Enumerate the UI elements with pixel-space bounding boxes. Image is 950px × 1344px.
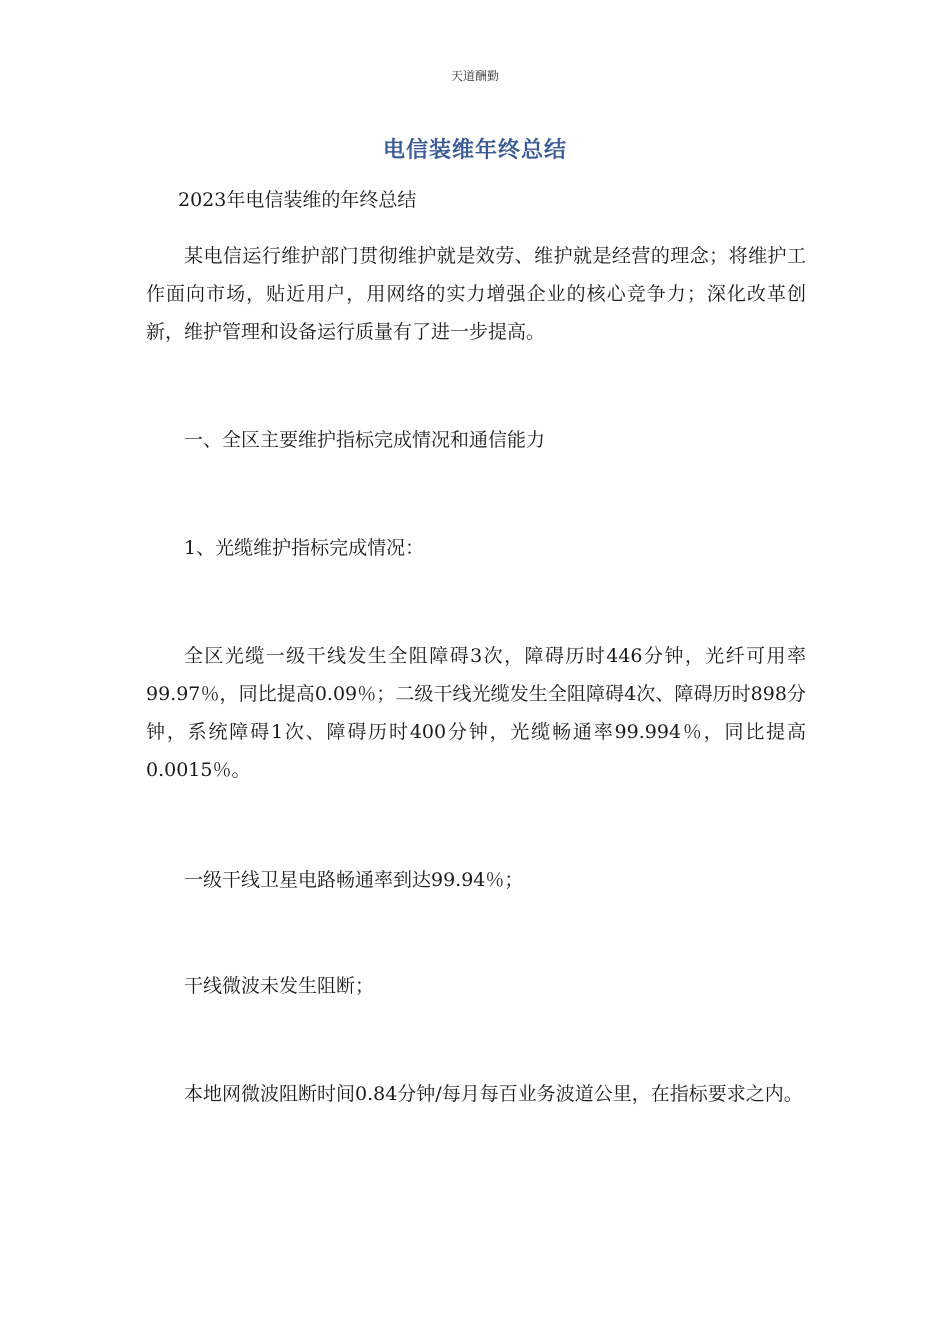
subtitle-paragraph: 2023年电信装维的年终总结 xyxy=(178,189,417,211)
fiber-stats-paragraph: 全区光缆一级干线发生全阻障碍3次，障碍历时446分钟，光纤可用率99.97％，同比提高0.09％；二级干线光缆发生全阻障碍4次、障碍历时898分钟，系统障碍1次、障碍历时400分钟，光缆畅通率99.994％，同比提高0.0015％。 xyxy=(146,645,806,781)
document-title: 电信装维年终总结 xyxy=(382,138,567,163)
intro-paragraph: 某电信运行维护部门贯彻维护就是效劳、维护就是经营的理念；将维护工作面向市场，贴近用户，用网络的实力增强企业的核心竞争力；深化改革创新，维护管理和设备运行质量有了进一步提高。 xyxy=(146,245,806,343)
section-heading: 一、全区主要维护指标完成情况和通信能力 xyxy=(184,429,546,451)
microwave-paragraph: 干线微波未发生阻断； xyxy=(184,975,375,997)
subsection-heading: 1、光缆维护指标完成情况： xyxy=(184,537,425,559)
local-microwave-paragraph: 本地网微波阻断时间0.84分钟/每月每百业务波道公里，在指标要求之内。 xyxy=(184,1083,803,1105)
page-header: 天道酬勤 xyxy=(450,69,499,83)
satellite-paragraph: 一级干线卫星电路畅通率到达99.94％； xyxy=(184,869,524,891)
